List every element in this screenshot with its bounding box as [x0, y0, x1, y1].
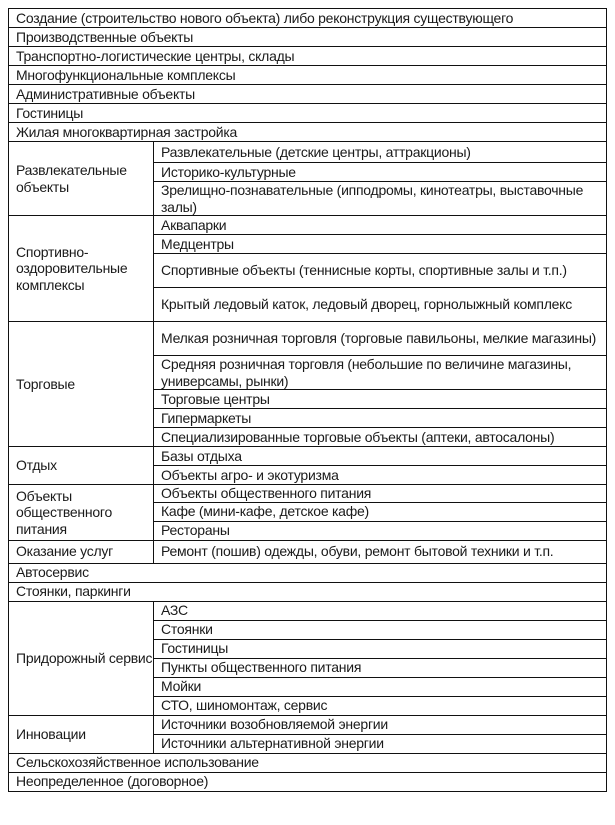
table-cell: Средняя розничная торговля (небольшие по величине магазины, универсамы, рынки) — [154, 356, 607, 390]
table-cell: Торговые центры — [154, 390, 607, 409]
table-cell: Административные объекты — [9, 85, 607, 104]
table-cell: Мойки — [154, 677, 607, 696]
table-cell: Объекты агро- и экотуризма — [154, 466, 607, 485]
table-row — [9, 47, 607, 66]
table-cell: Гостиницы — [9, 104, 607, 123]
table-row — [9, 104, 607, 123]
table-cell: Источники возобновляемой энергии — [154, 715, 607, 734]
table-cell: Гостиницы — [154, 639, 607, 658]
table-cell: Ремонт (пошив) одежды, обуви, ремонт бытовой техники и т.п. — [154, 540, 607, 563]
group-label-entertainment: Развлекательные объекты — [9, 142, 154, 216]
table-cell: Создание (строительство нового объекта) либо реконструкция существующего — [9, 9, 607, 28]
table-cell: Производственные объекты — [9, 28, 607, 47]
table-row — [9, 216, 607, 235]
table-cell: Пункты общественного питания — [154, 658, 607, 677]
table-cell: Объекты общественного питания — [154, 485, 607, 503]
table-cell: Стоянки, паркинги — [9, 582, 607, 601]
table-cell: АЗС — [154, 601, 607, 620]
table-cell: Многофункциональные комплексы — [9, 66, 607, 85]
table-cell: Специализированные торговые объекты (аптеки, автосалоны) — [154, 428, 607, 447]
table-cell: Спортивные объекты (теннисные корты, спортивные залы и т.п.) — [154, 254, 607, 288]
table-row — [9, 85, 607, 104]
table-cell: Стоянки — [154, 620, 607, 639]
table-row — [9, 9, 607, 28]
table-cell: Аквапарки — [154, 216, 607, 235]
table-row — [9, 540, 607, 563]
table-cell: Мелкая розничная торговля (торговые павильоны, мелкие магазины) — [154, 322, 607, 356]
table-cell: Рестораны — [154, 521, 607, 540]
group-label-trade: Торговые — [9, 322, 154, 447]
table-cell: Зрелищно-познавательные (ипподромы, кинотеатры, выставочные залы) — [154, 182, 607, 216]
table-row — [9, 66, 607, 85]
table-cell: Жилая многоквартирная застройка — [9, 123, 607, 142]
table-row — [9, 563, 607, 582]
table-row — [9, 753, 607, 772]
table-row — [9, 322, 607, 356]
table-cell: Развлекательные (детские центры, аттракционы) — [154, 142, 607, 163]
table-cell: Транспортно-логистические центры, склады — [9, 47, 607, 66]
table-cell: Крытый ледовый каток, ледовый дворец, горнолыжный комплекс — [154, 288, 607, 322]
group-label-roadside: Придорожный сервис — [9, 601, 154, 715]
group-label-services: Оказание услуг — [9, 540, 154, 563]
group-label-rest: Отдых — [9, 447, 154, 485]
table-cell: Базы отдыха — [154, 447, 607, 466]
table-cell: Неопределенное (договорное) — [9, 772, 607, 791]
table-row — [9, 123, 607, 142]
group-label-innovation: Инновации — [9, 715, 154, 753]
table-row — [9, 715, 607, 734]
table-row — [9, 28, 607, 47]
table-row — [9, 582, 607, 601]
table-cell: Медцентры — [154, 235, 607, 254]
table-cell: СТО, шиномонтаж, сервис — [154, 696, 607, 715]
table-cell: Историко-культурные — [154, 163, 607, 182]
table-row — [9, 601, 607, 620]
table-cell: Кафе (мини-кафе, детское кафе) — [154, 502, 607, 521]
table-cell: Гипермаркеты — [154, 409, 607, 428]
table-cell: Сельскохозяйственное использование — [9, 753, 607, 772]
group-label-sport: Спортивно-оздоровительные комплексы — [9, 216, 154, 322]
table-row — [9, 447, 607, 466]
table-row — [9, 485, 607, 503]
table-cell: Автосервис — [9, 563, 607, 582]
table-cell: Источники альтернативной энергии — [154, 734, 607, 753]
table-row — [9, 142, 607, 163]
land-use-table — [8, 8, 607, 792]
group-label-catering: Объекты общественного питания — [9, 485, 154, 541]
table-row — [9, 772, 607, 791]
